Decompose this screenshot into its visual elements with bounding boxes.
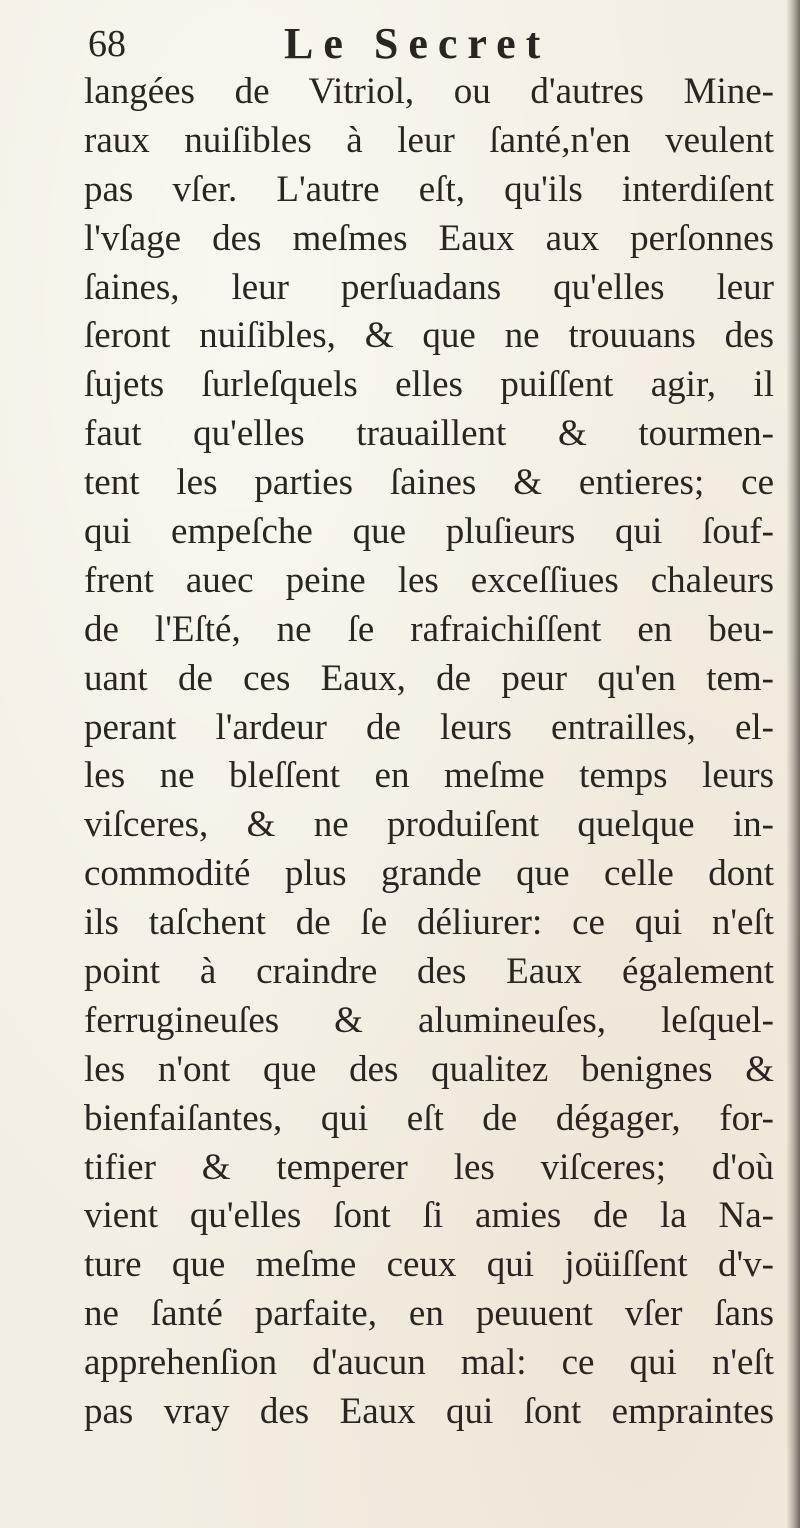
text-line: perant l'ardeur de leurs entrailles, el- [84,706,774,748]
text-line: point à craindre des Eaux également [84,951,774,993]
text-line: commodité plus grande que celle dont [84,853,774,895]
text-line: ils taſchent de ſe déliurer: ce qui n'eſt [84,902,774,944]
text-line: langées de Vitriol, ou d'autres Mine- [84,71,774,112]
text-line: l'vſage des meſmes Eaux aux perſonnes [84,217,774,259]
text-line: pas vſer. L'autre eſt, qu'ils interdiſent [84,168,774,210]
text-line: de l'Eſté, ne ſe rafraichiſſent en beu- [84,608,774,650]
text-line: ture que meſme ceux qui joüiſſent d'v- [84,1244,774,1286]
text-line: pas vray des Eaux qui ſont empraintes [84,1391,774,1433]
page-number: 68 [88,23,126,65]
page-header [88,20,708,68]
text-line: ferrugineuſes & alumineuſes, leſquel- [84,999,774,1041]
text-line: ſujets ſurleſquels elles puiſſent agir, il [84,364,774,406]
text-line: ne ſanté parfaite, en peuuent vſer ſans [84,1293,774,1335]
text-line: les ne bleſſent en meſme temps leurs [84,755,774,797]
text-line: viſceres, & ne produiſent quelque in- [84,804,774,846]
text-line: tent les parties ſaines & entieres; ce [84,462,774,504]
text-line: faut qu'elles trauaillent & tourmen- [84,413,774,455]
text-line: tifier & temperer les viſceres; d'où [84,1146,774,1188]
text-line: vient qu'elles ſont ſi amies de la Na- [84,1195,774,1237]
text-line: raux nuiſibles à leur ſanté,n'en veulent [84,119,774,161]
text-line: ſeront nuiſibles, & que ne trouuans des [84,315,774,357]
text-line: bienfaiſantes, qui eſt de dégager, for- [84,1097,774,1139]
text-line: ſaines, leur perſuadans qu'elles leur [84,266,774,308]
body-text [84,68,774,1437]
text-line: uant de ces Eaux, de peur qu'en tem- [84,657,774,699]
page-edge-shadow [786,0,800,1528]
text-line: les n'ont que des qualitez benignes & [84,1048,774,1090]
text-line: qui empeſche que pluſieurs qui ſouf- [84,511,774,553]
text-line: frent auec peine les exceſſiues chaleurs [84,559,774,601]
running-title: Le Secret [284,19,551,68]
text-line: apprehenſion d'aucun mal: ce qui n'eſt [84,1342,774,1384]
